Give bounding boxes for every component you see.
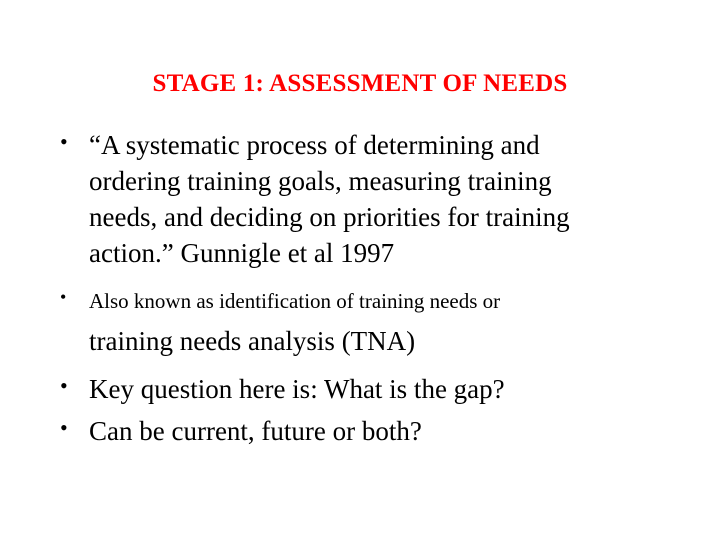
bullet-line: “A systematic process of determining and (89, 130, 540, 160)
bullet-text (89, 287, 689, 359)
bullet-text (89, 413, 689, 449)
bullet-line: Key question here is: What is the gap? (89, 374, 505, 404)
bullet-line: training needs analysis (TNA) (89, 326, 416, 356)
bullet-icon: • (60, 129, 68, 154)
bullet-line: Also known as identification of training needs or (89, 289, 501, 313)
bullet-icon: • (60, 287, 67, 307)
bullet-line: action.” Gunnigle et al 1997 (89, 238, 395, 268)
bullet-line: ordering training goals, measuring training (89, 166, 552, 196)
bullet-text (89, 371, 689, 407)
bullet-line: needs, and deciding on priorities for training (89, 202, 570, 232)
bullet-text (89, 127, 689, 271)
bullet-icon: • (60, 373, 68, 398)
slide-title: STAGE 1: ASSESSMENT OF NEEDS (152, 70, 568, 97)
bullet-icon: • (60, 415, 68, 440)
bullet-line: Can be current, future or both? (89, 416, 422, 446)
